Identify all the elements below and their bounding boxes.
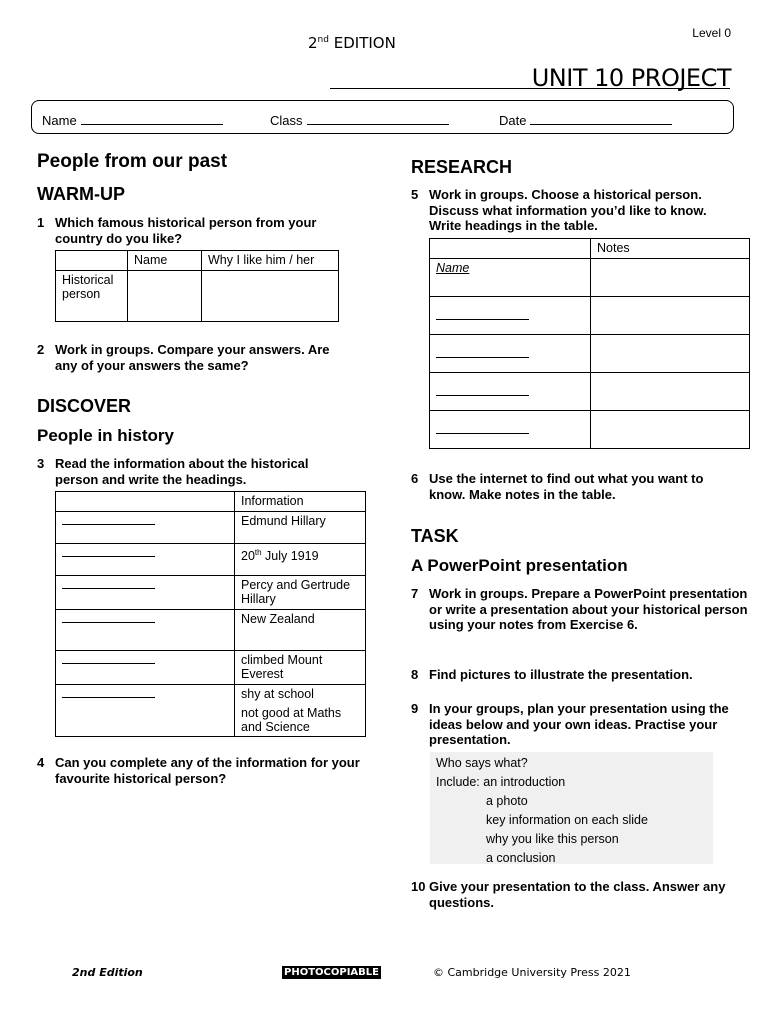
question-number: 3 <box>37 456 45 471</box>
historical-info-table <box>55 491 366 737</box>
blank-line <box>436 310 529 320</box>
blank-line <box>436 348 529 358</box>
question-number: 4 <box>37 755 45 770</box>
name-field[interactable] <box>42 113 223 128</box>
task-heading: TASK <box>411 526 459 546</box>
box-title: Who says what? <box>436 756 528 770</box>
edition-label <box>308 34 396 52</box>
class-line <box>307 114 449 125</box>
information-header: Information <box>235 492 366 512</box>
info-cell-date <box>235 544 366 576</box>
name-line <box>81 114 223 125</box>
question-text: Work in groups. Choose a historical person. Discuss what information you’d like to know. Write headings in the table. <box>429 187 707 233</box>
heading-column-header <box>56 492 235 512</box>
powerpoint-heading: A PowerPoint presentation <box>411 556 628 575</box>
info-cell: climbed Mount Everest <box>235 651 366 685</box>
info-cell: Edmund Hillary <box>235 512 366 544</box>
question-text: Which famous historical person from your country do you like? <box>55 215 317 246</box>
question-text: Work in groups. Prepare a PowerPoint presentation or write a presentation about your historical person using your notes from Exercise 6. <box>429 586 748 632</box>
heading-blank[interactable] <box>56 544 235 576</box>
heading-name <box>430 259 591 297</box>
heading-blank[interactable] <box>56 610 235 651</box>
class-field[interactable] <box>270 113 449 128</box>
edition-word: EDITION <box>328 34 396 52</box>
box-item: a conclusion <box>486 851 556 865</box>
heading-blank[interactable] <box>430 297 591 335</box>
date-sup: th <box>254 548 262 557</box>
notes-cell[interactable] <box>591 411 750 449</box>
warmup-heading: WARM-UP <box>37 184 125 204</box>
table-header-why: Why I like him / her <box>202 251 339 271</box>
question-text: Find pictures to illustrate the presentation. <box>429 667 693 682</box>
box-include: Include: an introduction <box>436 775 566 789</box>
page-title: People from our past <box>37 151 228 172</box>
box-item: key information on each slide <box>486 813 648 827</box>
date-day: 20 <box>241 549 255 564</box>
date-line <box>530 114 672 125</box>
heading-column-header <box>430 239 591 259</box>
date-field[interactable] <box>499 113 672 128</box>
blank-line <box>62 613 155 623</box>
blank-line <box>62 579 155 589</box>
notes-cell[interactable] <box>591 373 750 411</box>
blank-line <box>436 424 529 434</box>
info-line: not good at Maths and Science <box>241 706 342 734</box>
table-header-empty <box>56 251 128 271</box>
question-text: Give your presentation to the class. Answer any questions. <box>429 879 726 910</box>
info-cell: New Zealand <box>235 610 366 651</box>
favourite-person-table <box>55 250 339 322</box>
blank-line <box>62 547 155 557</box>
blank-line <box>62 688 155 698</box>
question-number: 1 <box>37 215 45 230</box>
unit-title: UNIT 10 PROJECT <box>531 64 731 92</box>
question-number: 7 <box>411 586 419 601</box>
question-number: 5 <box>411 187 419 202</box>
name-cell[interactable] <box>128 271 202 322</box>
student-info-box <box>31 100 734 134</box>
question-number: 2 <box>37 342 45 357</box>
heading-blank[interactable] <box>56 685 235 737</box>
class-label: Class <box>270 113 303 128</box>
question-text: Use the internet to find out what you want to know. Make notes in the table. <box>429 471 704 502</box>
info-line: shy at school <box>241 687 314 701</box>
heading-blank[interactable] <box>56 512 235 544</box>
notes-cell[interactable] <box>591 335 750 373</box>
notes-header: Notes <box>591 239 750 259</box>
heading-blank[interactable] <box>430 411 591 449</box>
people-history-heading: People in history <box>37 426 174 445</box>
edition-number: 2 <box>308 34 318 52</box>
info-cell-multi <box>235 685 366 737</box>
blank-line <box>62 654 155 664</box>
question-number: 10 <box>411 879 426 894</box>
question-text: Work in groups. Compare your answers. Are any of your answers the same? <box>55 342 330 373</box>
photocopiable-badge: PHOTOCOPIABLE <box>284 967 379 978</box>
presentation-ideas-box <box>430 752 713 864</box>
heading-blank[interactable] <box>430 373 591 411</box>
question-number: 6 <box>411 471 419 486</box>
level-label: Level 0 <box>692 26 731 40</box>
question-number: 9 <box>411 701 419 716</box>
heading-blank[interactable] <box>56 576 235 610</box>
heading-blank[interactable] <box>430 335 591 373</box>
notes-cell[interactable] <box>591 297 750 335</box>
discover-heading: DISCOVER <box>37 396 132 416</box>
name-heading-text: Name <box>436 261 470 275</box>
why-cell[interactable] <box>202 271 339 322</box>
question-text: Can you complete any of the information for your favourite historical person? <box>55 755 360 786</box>
research-table <box>429 238 750 449</box>
box-item: why you like this person <box>486 832 619 846</box>
blank-line <box>62 515 155 525</box>
date-rest: July 1919 <box>261 549 319 564</box>
date-label: Date <box>499 113 527 128</box>
name-label: Name <box>42 113 77 128</box>
heading-blank[interactable] <box>56 651 235 685</box>
info-cell: Percy and Gertrude Hillary <box>235 576 366 610</box>
question-number: 8 <box>411 667 419 682</box>
footer-edition: 2nd Edition <box>72 966 143 979</box>
title-underline <box>330 88 730 89</box>
blank-line <box>436 386 529 396</box>
table-header-name: Name <box>128 251 202 271</box>
box-item: a photo <box>486 794 528 808</box>
table-row-label: Historical person <box>56 271 128 322</box>
research-heading: RESEARCH <box>411 157 513 177</box>
question-text: In your groups, plan your presentation using the ideas below and your own ideas. Practise your presentation. <box>429 701 729 747</box>
notes-cell[interactable] <box>591 259 750 297</box>
question-text: Read the information about the historical person and write the headings. <box>55 456 309 487</box>
copyright-notice: © Cambridge University Press 2021 <box>433 966 631 979</box>
edition-sup: nd <box>317 35 329 45</box>
